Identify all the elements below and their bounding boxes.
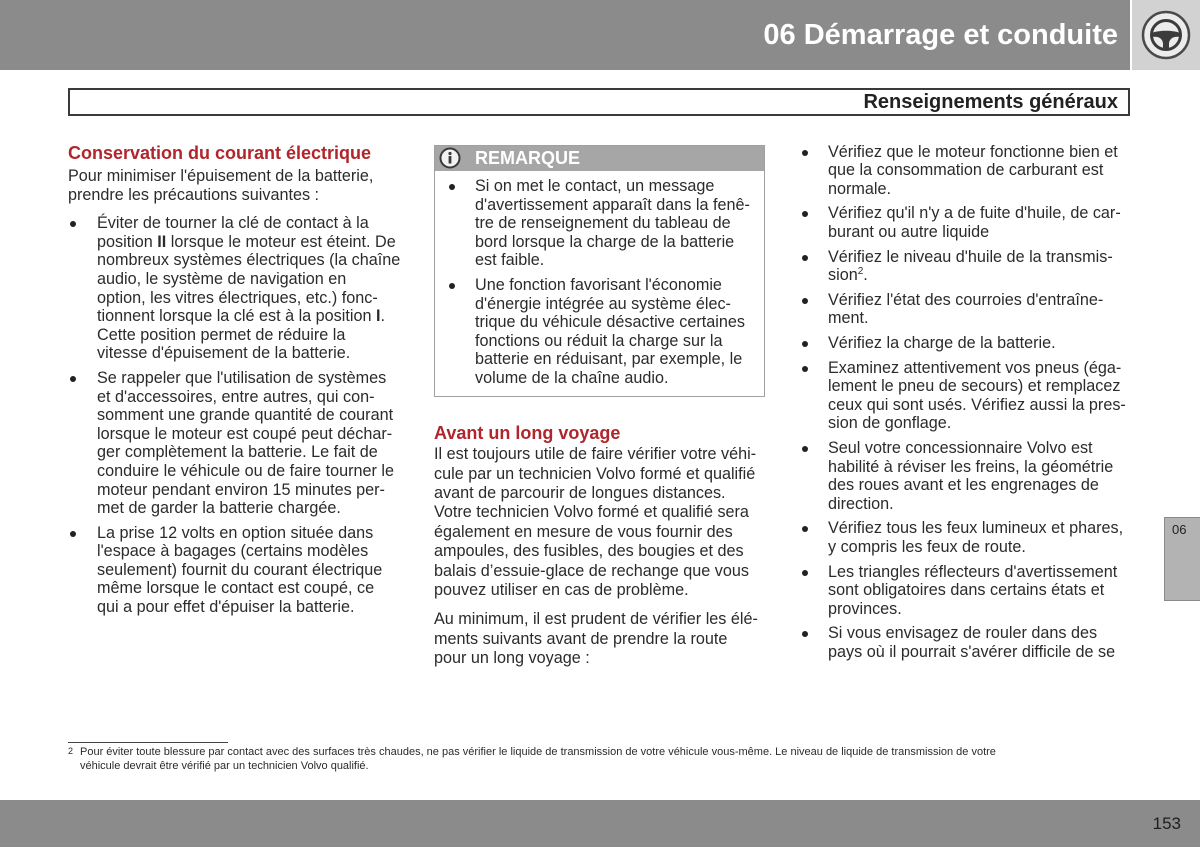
text-line: balais d’essuie-glace de rechange que vous: [434, 561, 749, 580]
bullet-text: [828, 291, 1130, 328]
intro-paragraph: [68, 167, 403, 204]
footnote-reference: 2: [857, 266, 864, 278]
text-line: Examinez attentivement vos pneus (éga-: [828, 358, 1122, 377]
text-line: nombreux systèmes électriques (la chaîne: [97, 251, 401, 270]
text-line: est faible.: [475, 251, 545, 270]
page-number: 153: [1152, 814, 1181, 833]
text-line: ceux qui sont usés. Vérifiez aussi la pres-: [828, 395, 1126, 414]
text-line: audio, le système de navigation en: [97, 269, 347, 288]
text-line: Éviter de tourner la clé de contact à la: [97, 214, 369, 233]
bullet-icon: [802, 255, 808, 261]
bullet-icon: [802, 150, 808, 156]
note-title: REMARQUE: [475, 148, 581, 168]
bullet-icon: [802, 366, 808, 372]
text-line: Les triangles réflecteurs d'avertissement: [828, 562, 1118, 581]
text-line: Vérifiez l'état des courroies d'entraîne-: [828, 290, 1104, 309]
text-line: batterie en réduisant, par exemple, le: [475, 350, 743, 369]
text-line: ments suivants avant de prendre la route: [434, 629, 728, 648]
text-line: somment une grande quantité de courant: [97, 406, 394, 425]
bullet-text: [828, 334, 1130, 353]
text-line: pays où il pourrait s'avérer difficile de se: [828, 642, 1116, 661]
battery-tips-list: [68, 214, 403, 616]
text-line: Au minimum, il est prudent de vérifier les élé-: [434, 610, 758, 629]
text-line: ment.: [828, 309, 869, 328]
note-box: [434, 145, 765, 397]
section-title: Renseignements généraux: [863, 91, 1118, 113]
text-line: [97, 307, 403, 326]
text-line: trique du véhicule désactive certaines: [475, 313, 745, 332]
bullet-text: [828, 143, 1130, 199]
text-line: Il est toujours utile de faire vérifier votre véhi-: [434, 445, 757, 464]
text-segment: lorsque le moteur est éteint. De: [166, 232, 396, 251]
text-line: y compris les feux de route.: [828, 537, 1026, 556]
column-1: [68, 143, 403, 617]
bullet-icon: [802, 526, 808, 532]
text-segment: position: [97, 232, 158, 251]
text-line: Vérifiez que le moteur fonctionne bien et: [828, 142, 1118, 161]
info-icon: [439, 147, 461, 169]
bullet-icon: [802, 211, 808, 217]
bullet-icon: [70, 221, 76, 227]
note-list: [435, 177, 764, 388]
text-line: [828, 266, 1130, 285]
bullet-text: [828, 519, 1130, 556]
text-line: prendre les précautions suivantes :: [68, 185, 320, 204]
footnote-marker: 2: [68, 746, 74, 756]
text-line: Si on met le contact, un message: [475, 177, 715, 195]
text-line: d'énergie intégrée au système élec-: [475, 294, 731, 313]
bullet-text: [828, 563, 1130, 619]
column-2: [434, 423, 765, 668]
text-line: fonctions ou réduit la charge sur la: [475, 331, 723, 350]
text-line: pour un long voyage :: [434, 649, 590, 667]
text-line: Vérifiez tous les feux lumineux et phares,: [828, 519, 1124, 538]
info-icon-dot: [448, 152, 451, 155]
text-line: l'espace à bagages (certains modèles: [97, 542, 369, 561]
chapter-side-tab-label: 06: [1172, 522, 1187, 537]
chapter-icon-box: [1132, 0, 1200, 70]
bullet-icon: [802, 631, 808, 637]
text-line: d'avertissement apparaît dans la fenê-: [475, 195, 750, 214]
text-line: véhicule devrait être vérifié par un technicien Volvo qualifié.: [80, 760, 369, 772]
bullet-icon: [802, 341, 808, 347]
text-line: provinces.: [828, 599, 902, 618]
bullet-icon: [449, 283, 455, 289]
footer-bar: [0, 800, 1200, 847]
text-line: moteur pendant environ 15 minutes per-: [97, 480, 385, 499]
heading-battery-conservation: Conservation du courant électrique: [68, 143, 372, 163]
text-line: option, les vitres électriques, etc.) fonc-: [97, 288, 378, 307]
bold-text: I: [375, 307, 381, 326]
text-line: avant de parcourir de longues distances.: [434, 484, 726, 503]
bullet-text: [828, 248, 1130, 285]
bullet-item: [68, 369, 403, 518]
text-line: Se rappeler que l'utilisation de systèmes: [97, 368, 387, 387]
text-line: ger complètement la batterie. Le fait de: [97, 443, 378, 462]
text-line: volume de la chaîne audio.: [475, 368, 669, 387]
text-line: qui a pour effet d'épuiser la batterie.: [97, 598, 355, 617]
bullet-text: [97, 524, 403, 617]
text-line: des roues avant et les engrenages de: [828, 476, 1099, 495]
text-line: [97, 233, 403, 252]
text-line: habilité à réviser les freins, la géométrie: [828, 457, 1114, 476]
text-line: également en mesure de vous fournir des: [434, 522, 733, 541]
text-line: Vérifiez le niveau d'huile de la transmis-: [828, 247, 1113, 266]
text-line: sion de gonflage.: [828, 414, 952, 433]
bullet-text: [97, 369, 403, 518]
paragraph-long-trip: [434, 445, 765, 600]
bullet-text: [97, 214, 403, 363]
bullet-text: [828, 624, 1130, 661]
paragraph-minimum-checks: [434, 610, 765, 668]
bullet-text: [828, 359, 1130, 433]
bullet-text: [475, 177, 764, 270]
text-segment: tionnent lorsque la clé est à la position: [97, 307, 376, 326]
note-header: [435, 146, 764, 171]
text-line: même lorsque le contact est coupé, ce: [97, 579, 375, 598]
bullet-text: [475, 276, 764, 388]
bullet-item: [800, 439, 1130, 513]
bullet-item: [800, 563, 1130, 619]
text-segment: .: [863, 266, 868, 285]
text-line: Si vous envisagez de rouler dans des: [828, 624, 1098, 643]
text-line: Vérifiez qu'il n'y a de fuite d'huile, de car-: [828, 204, 1121, 223]
text-line: vitesse d'épuisement de la batterie.: [97, 344, 351, 363]
text-line: pouvez utiliser en cas de problème.: [434, 581, 689, 600]
section-header: [68, 88, 1130, 116]
footnote-text: [80, 745, 996, 773]
bullet-icon: [449, 184, 455, 190]
bullet-item: [68, 524, 403, 617]
bullet-icon: [70, 376, 76, 382]
text-line: conduire le véhicule ou de faire tourner le: [97, 461, 394, 480]
chapter-title: 06 Démarrage et conduite: [763, 19, 1118, 51]
bullet-item: [800, 334, 1130, 353]
steering-wheel-icon: [1132, 0, 1200, 70]
text-line: La prise 12 volts en option située dans: [97, 523, 374, 542]
text-line: normale.: [828, 179, 891, 198]
text-line: tre de renseignement du tableau de: [475, 214, 731, 233]
bold-text: II: [157, 232, 167, 251]
bullet-item: [435, 276, 764, 388]
bullet-item: [800, 359, 1130, 433]
bullet-icon: [802, 298, 808, 304]
bullet-icon: [802, 446, 808, 452]
text-line: seulement) fournit du courant électrique: [97, 560, 383, 579]
chapter-header-bar: [0, 0, 1130, 70]
bullet-icon: [70, 531, 76, 537]
text-line: lement le pneu de secours) et remplacez: [828, 377, 1121, 396]
text-line: Une fonction favorisant l'économie: [475, 275, 722, 294]
text-line: Votre technicien Volvo formé et qualifié sera: [434, 503, 749, 522]
footnote-divider: [68, 742, 228, 743]
column-3: [800, 143, 1130, 662]
bullet-item: [800, 248, 1130, 285]
info-icon-stem: [449, 156, 452, 164]
chapter-side-tab: [1164, 517, 1200, 601]
bullet-item: [800, 624, 1130, 661]
text-line: lorsque le moteur est coupé peut déchar-: [97, 424, 393, 443]
bullet-item: [800, 204, 1130, 241]
bullet-item: [800, 519, 1130, 556]
text-line: Vérifiez la charge de la batterie.: [828, 334, 1056, 353]
text-line: ampoules, des fusibles, des bougies et des: [434, 542, 744, 561]
text-line: burant ou autre liquide: [828, 223, 990, 242]
text-line: Seul votre concessionnaire Volvo est: [828, 439, 1093, 457]
text-line: sont obligatoires dans certains états et: [828, 581, 1105, 600]
text-line: bord lorsque la charge de la batterie: [475, 232, 735, 251]
bullet-item: [800, 143, 1130, 199]
bullet-text: [828, 439, 1130, 513]
text-line: que la consommation de carburant est: [828, 161, 1104, 180]
bullet-icon: [802, 570, 808, 576]
heading-long-trip: Avant un long voyage: [434, 423, 621, 443]
bullet-item: [68, 214, 403, 363]
text-line: et d'accessoires, entre autres, qui con-: [97, 387, 375, 406]
bullet-item: [800, 291, 1130, 328]
text-line: Cette position permet de réduire la: [97, 325, 346, 344]
text-line: met de garder la batterie chargée.: [97, 499, 341, 518]
bullet-text: [828, 204, 1130, 241]
text-line: cule par un technicien Volvo formé et qualifié: [434, 464, 756, 483]
text-line: direction.: [828, 494, 894, 513]
text-line: Pour éviter toute blessure par contact avec des surfaces très chaudes, ne pas vérifier le liquide de transmission de votre véhicule vous-même. Le niveau de liquide de transmission de votre: [80, 746, 996, 758]
text-segment: .: [380, 307, 385, 326]
bullet-item: [435, 177, 764, 270]
checklist: [800, 143, 1130, 662]
text-line: Pour minimiser l'épuisement de la batterie,: [68, 167, 374, 185]
text-segment: sion: [828, 266, 858, 285]
